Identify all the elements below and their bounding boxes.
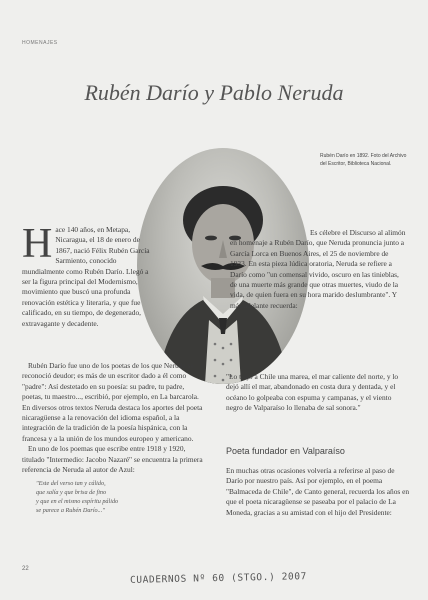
poem-line: "Este del verso tan y cálido, (36, 480, 106, 488)
poem-quote (22, 479, 206, 515)
valparaiso-quote: "Lo trajo a Chile una marea, el mar caliente del norte, y lo dejó allí el mar, abandonado en costa dura y dentada, y el océano lo golpeaba con espuma y campanas, y el viento negro de Valparaíso lo llenaba de sal sonora." (226, 372, 399, 413)
handwritten-note: CUADERNOS Nº 60 (STGO.) 2007 (129, 571, 308, 586)
left-lower-column (22, 361, 206, 515)
intro-paragraph: ace 140 años, en Metapa, Nicaragua, el 18 de enero de 1867, nació Félix Rubén García Sarmiento, conocido mundialmente como Rubén Darío. Llegó a ser la figura principal del Modernismo, movimiento que buscó una profunda renovación estética y literaria, y que fue calificado, en su tiempo, de degenerado, extravagante y decadente. (22, 225, 150, 328)
section-label: HOMENAJES (22, 40, 58, 46)
intro-column (22, 221, 158, 329)
discourse-paragraph: Es célebre el Discurso al alimón en homenaje a Rubén Darío, que Neruda pronuncia junto a García Lorca en Buenos Aires, el 25 de noviembre de 1933. En esta pieza lúdica oratoria, Neruda se refiere a Darío como "un comensal vivido, oscuro en las tinieblas, de una muerte más grande que otras muertes, viudo de la vida, de quien fuera en su hora marido deslumbrante". Y más adelante recuerda: (230, 228, 406, 310)
page-number: 22 (22, 566, 29, 572)
valparaiso-paragraph: En muchas otras ocasiones volvería a referirse al paso de Darío por nuestro país. Así por ejemplo, en el poema "Balmaceda de Chile", de Canto general, recuerda los años en que el poeta nicaragüense se paseaba por el palacio de La Moneda, gracias a su amistad con el hijo del Presidente: (226, 466, 410, 517)
influence-paragraph: Rubén Darío fue uno de los poetas de los que Neruda se reconoció deudor; es más de un escritor dado a él como "padre": Así destetado en su poesía: su padre, tu padre, poetas, tu maestro..., escribió, por ejemplo, en La barcarola. En diversos otros textos Neruda destaca los aportes del poeta nicaragüense a la renovación del idioma español, a la integración de la tradición de la poesía hispánica, con la francesa y a la unión de los mundos europeo y americano. (22, 361, 203, 443)
discourse-column (230, 228, 406, 311)
poem-intro-paragraph: En uno de los poemas que escribe entre 1918 y 1920, titulado "Intermedio: Jacobo Nazaré" se encuentra la primera referencia de Neruda al autor de Azul: (22, 444, 203, 475)
drop-cap: H (22, 221, 53, 267)
page-title: Rubén Darío y Pablo Neruda (84, 80, 344, 105)
poem-line: que salía y que brisa de fino (36, 489, 107, 497)
section-subhead: Poeta fundador en Valparaíso (226, 446, 345, 456)
poem-line: se parece a Rubén Darío..." (36, 507, 105, 515)
photo-caption: Rubén Darío en 1892. Foto del Archivo del Escritor, Biblioteca Nacional. (320, 153, 407, 167)
poem-line: y que en el mismo espíritu pálido (36, 498, 119, 506)
